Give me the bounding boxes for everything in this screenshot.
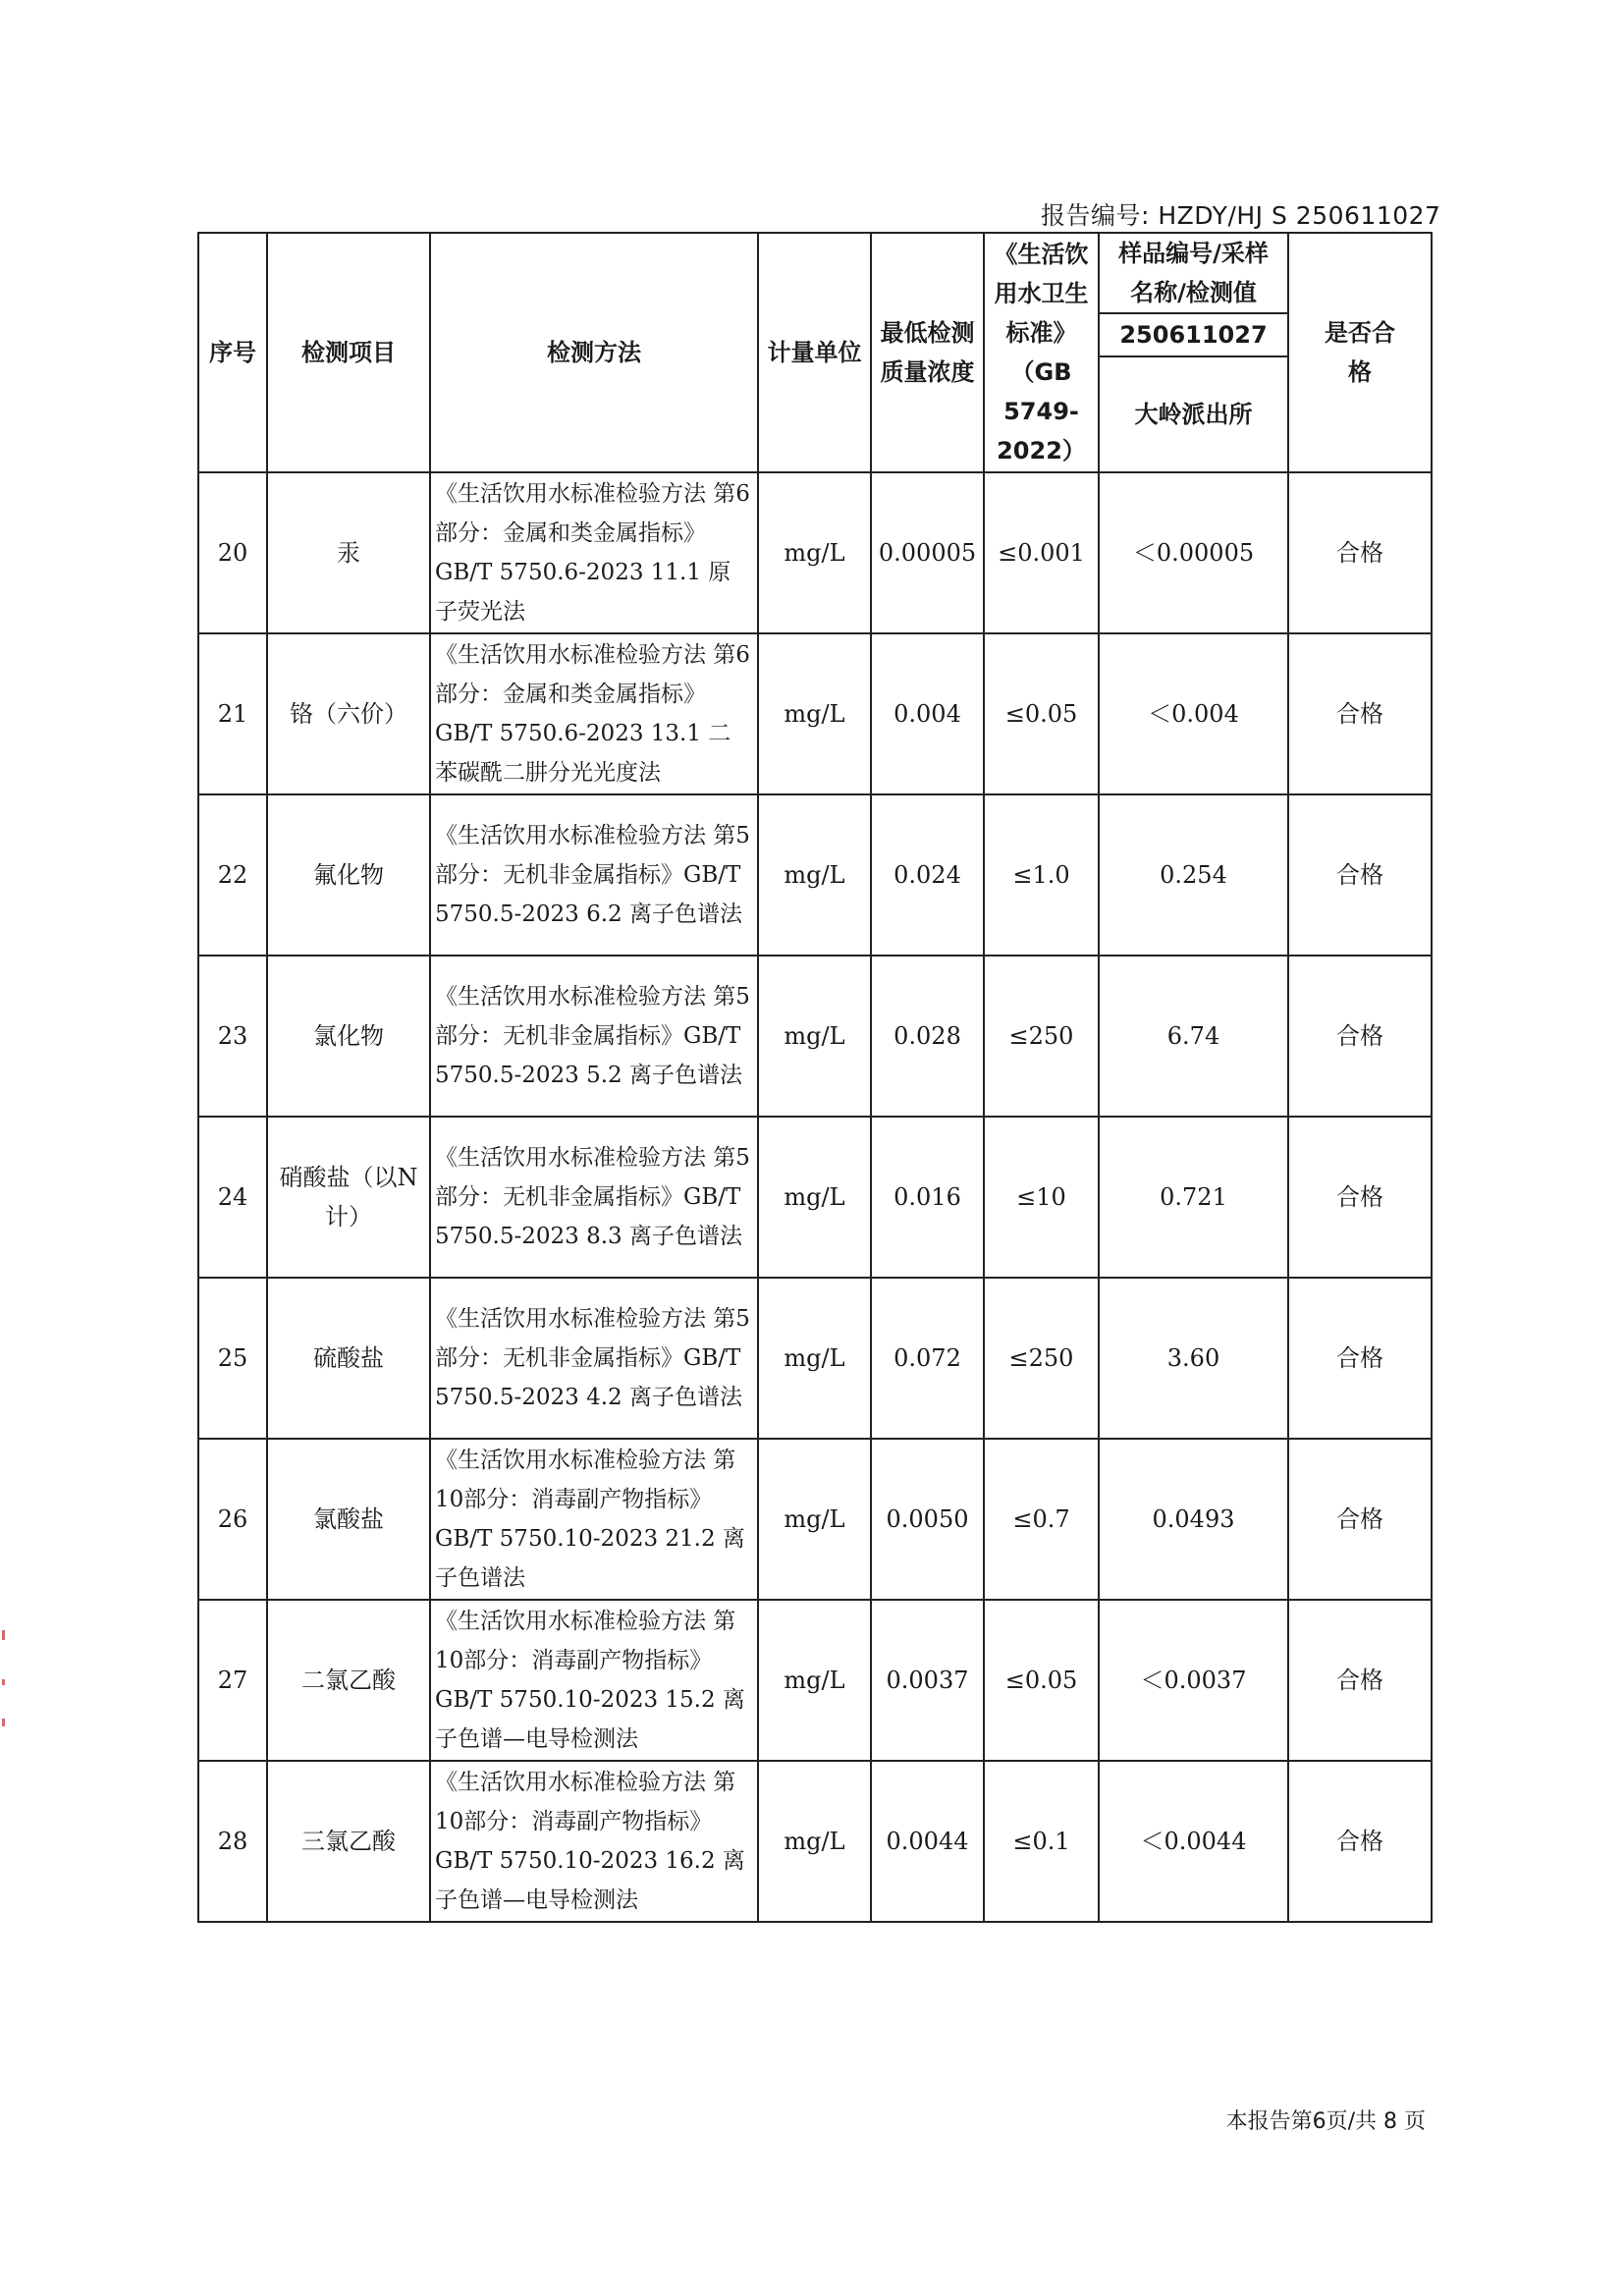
cell-value: 3.60: [1099, 1278, 1288, 1439]
cell-item: 硫酸盐: [267, 1278, 430, 1439]
cell-item: 硝酸盐（以N计）: [267, 1117, 430, 1278]
cell-value: ＜0.0037: [1099, 1600, 1288, 1761]
cell-item: 氟化物: [267, 794, 430, 956]
cell-seq: 24: [198, 1117, 267, 1278]
cell-item: 汞: [267, 472, 430, 633]
cell-unit: mg/L: [758, 1117, 871, 1278]
cell-unit: mg/L: [758, 633, 871, 794]
cell-method: 《生活饮用水标准检验方法 第6部分：金属和类金属指标》GB/T 5750.6-2023 11.1 原子荧光法: [430, 472, 758, 633]
cell-unit: mg/L: [758, 1439, 871, 1600]
cell-min-conc: 0.0044: [871, 1761, 984, 1922]
cell-seq: 27: [198, 1600, 267, 1761]
cell-seq: 22: [198, 794, 267, 956]
cell-method: 《生活饮用水标准检验方法 第10部分：消毒副产物指标》GB/T 5750.10-2023 21.2 离子色谱法: [430, 1439, 758, 1600]
table-row: [198, 1761, 1432, 1922]
scan-mark: [2, 1719, 5, 1726]
report-number: 报告编号: HZDY/HJ S 250611027: [1041, 201, 1441, 230]
cell-limit: ≤0.05: [984, 1600, 1099, 1761]
cell-limit: ≤250: [984, 956, 1099, 1117]
cell-seq: 20: [198, 472, 267, 633]
cell-value: ＜0.0044: [1099, 1761, 1288, 1922]
cell-min-conc: 0.072: [871, 1278, 984, 1439]
cell-limit: ≤0.7: [984, 1439, 1099, 1600]
cell-min-conc: 0.00005: [871, 472, 984, 633]
header-method: 检测方法: [430, 233, 758, 472]
header-sample-name: 大岭派出所: [1099, 356, 1288, 472]
cell-pass: 合格: [1288, 1278, 1432, 1439]
cell-unit: mg/L: [758, 1761, 871, 1922]
page-footer: 本报告第6页/共 8 页: [1225, 2109, 1426, 2134]
cell-method: 《生活饮用水标准检验方法 第5部分：无机非金属指标》GB/T 5750.5-2023 6.2 离子色谱法: [430, 794, 758, 956]
scan-mark: [2, 1679, 5, 1685]
cell-value: 0.721: [1099, 1117, 1288, 1278]
cell-seq: 26: [198, 1439, 267, 1600]
scan-mark: [2, 1630, 5, 1640]
cell-method: 《生活饮用水标准检验方法 第10部分：消毒副产物指标》GB/T 5750.10-2023 15.2 离子色谱—电导检测法: [430, 1600, 758, 1761]
cell-min-conc: 0.028: [871, 956, 984, 1117]
cell-min-conc: 0.004: [871, 633, 984, 794]
cell-seq: 28: [198, 1761, 267, 1922]
cell-unit: mg/L: [758, 1278, 871, 1439]
header-sample: 样品编号/采样名称/检测值: [1099, 233, 1288, 313]
table-row: [198, 794, 1432, 956]
table-row: [198, 1117, 1432, 1278]
table-row: [198, 1278, 1432, 1439]
cell-unit: mg/L: [758, 794, 871, 956]
table-row: [198, 1600, 1432, 1761]
cell-method: 《生活饮用水标准检验方法 第5部分：无机非金属指标》GB/T 5750.5-2023 5.2 离子色谱法: [430, 956, 758, 1117]
cell-value: 6.74: [1099, 956, 1288, 1117]
cell-min-conc: 0.016: [871, 1117, 984, 1278]
header-seq: 序号: [198, 233, 267, 472]
cell-method: 《生活饮用水标准检验方法 第5部分：无机非金属指标》GB/T 5750.5-2023 4.2 离子色谱法: [430, 1278, 758, 1439]
cell-limit: ≤1.0: [984, 794, 1099, 956]
cell-value: ＜0.004: [1099, 633, 1288, 794]
cell-unit: mg/L: [758, 956, 871, 1117]
cell-limit: ≤0.001: [984, 472, 1099, 633]
cell-pass: 合格: [1288, 1439, 1432, 1600]
table-body: [198, 472, 1432, 1922]
header-min-conc: 最低检测质量浓度: [871, 233, 984, 472]
header-pass: 是否合格: [1288, 233, 1432, 472]
cell-seq: 23: [198, 956, 267, 1117]
header-sample-id: 250611027: [1099, 313, 1288, 356]
cell-limit: ≤0.05: [984, 633, 1099, 794]
cell-unit: mg/L: [758, 472, 871, 633]
cell-method: 《生活饮用水标准检验方法 第10部分：消毒副产物指标》GB/T 5750.10-2023 16.2 离子色谱—电导检测法: [430, 1761, 758, 1922]
table-row: [198, 633, 1432, 794]
cell-pass: 合格: [1288, 1600, 1432, 1761]
cell-limit: ≤0.1: [984, 1761, 1099, 1922]
table-row: [198, 472, 1432, 633]
results-table: [197, 232, 1433, 1923]
cell-pass: 合格: [1288, 1761, 1432, 1922]
cell-pass: 合格: [1288, 1117, 1432, 1278]
cell-limit: ≤10: [984, 1117, 1099, 1278]
cell-limit: ≤250: [984, 1278, 1099, 1439]
cell-seq: 21: [198, 633, 267, 794]
cell-item: 氯化物: [267, 956, 430, 1117]
cell-min-conc: 0.024: [871, 794, 984, 956]
cell-pass: 合格: [1288, 633, 1432, 794]
header-item: 检测项目: [267, 233, 430, 472]
cell-item: 氯酸盐: [267, 1439, 430, 1600]
cell-min-conc: 0.0050: [871, 1439, 984, 1600]
cell-value: 0.254: [1099, 794, 1288, 956]
cell-min-conc: 0.0037: [871, 1600, 984, 1761]
cell-item: 二氯乙酸: [267, 1600, 430, 1761]
header-standard: 《生活饮用水卫生标准》（GB 5749-2022）: [984, 233, 1099, 472]
header-unit: 计量单位: [758, 233, 871, 472]
cell-seq: 25: [198, 1278, 267, 1439]
cell-unit: mg/L: [758, 1600, 871, 1761]
cell-method: 《生活饮用水标准检验方法 第6部分：金属和类金属指标》GB/T 5750.6-2023 13.1 二苯碳酰二肼分光光度法: [430, 633, 758, 794]
cell-pass: 合格: [1288, 956, 1432, 1117]
cell-pass: 合格: [1288, 794, 1432, 956]
cell-method: 《生活饮用水标准检验方法 第5部分：无机非金属指标》GB/T 5750.5-2023 8.3 离子色谱法: [430, 1117, 758, 1278]
cell-value: ＜0.00005: [1099, 472, 1288, 633]
cell-value: 0.0493: [1099, 1439, 1288, 1600]
table-row: [198, 956, 1432, 1117]
cell-item: 铬（六价）: [267, 633, 430, 794]
table-row: [198, 1439, 1432, 1600]
cell-item: 三氯乙酸: [267, 1761, 430, 1922]
cell-pass: 合格: [1288, 472, 1432, 633]
